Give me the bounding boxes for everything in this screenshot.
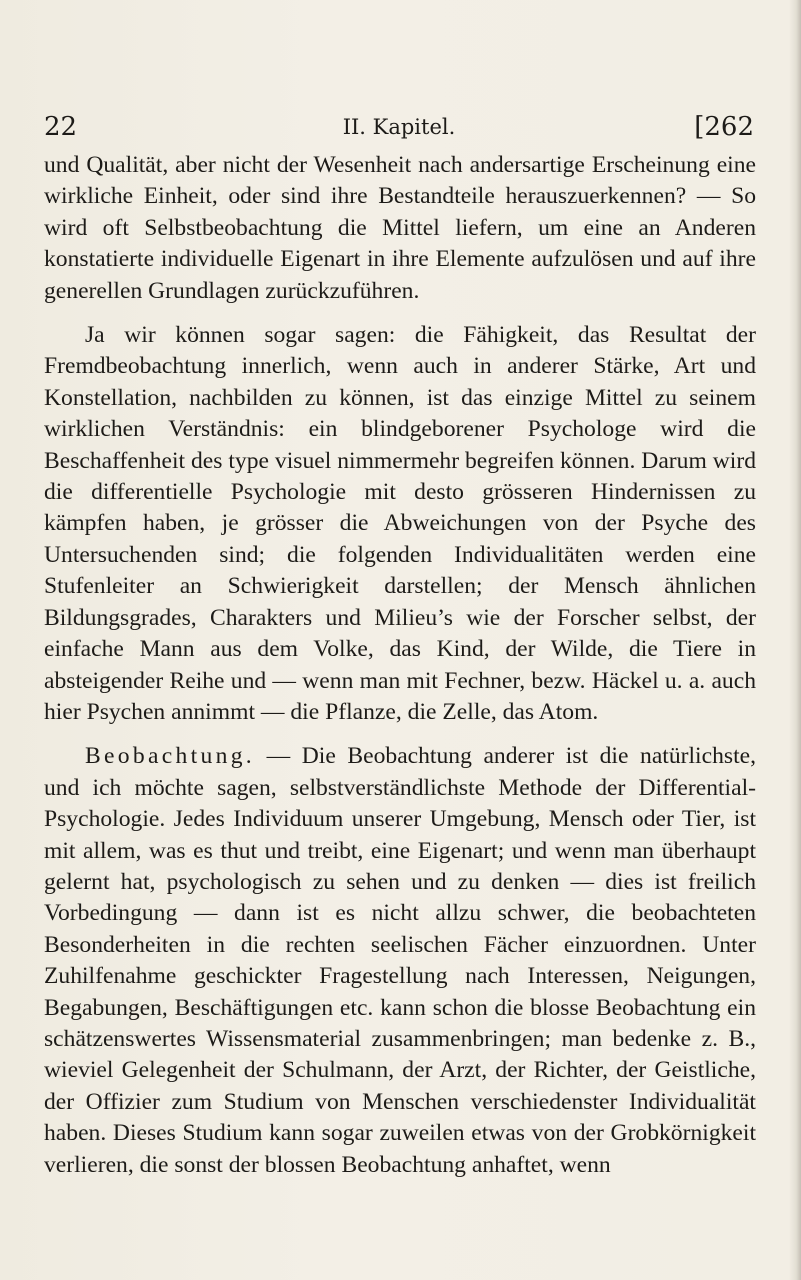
page-number: 22 xyxy=(44,112,78,142)
section-lead-term: Beobachtung. xyxy=(85,743,255,770)
original-page-marker: [262 xyxy=(694,112,754,142)
paragraph-beobachtung xyxy=(44,741,756,1181)
paragraph-verstaendnis: Ja wir können sogar sagen: die Fähigkeit, das Resultat der Fremdbeobachtung innerlich, wenn auch in anderer Stärke, Art und Konstellation, nachbilden zu können, ist das einzige Mittel zu seinem wirklichen Verständnis: ein blindgeborener Psychologe wird die Beschaffenheit des type visuel nimmermehr begreifen können. Darum wird die differentielle Psychologie mit desto grösseren Hindernissen zu kämpfen haben, je grösser die Abweichungen von der Psyche des Untersuchenden sind; die folgenden Individualitäten werden eine Stufenleiter an Schwierigkeit darstellen; der Mensch ähnlichen Bildungsgrades, Charakters und Milieu’s wie der Forscher selbst, der einfache Mann aus dem Volke, das Kind, der Wilde, die Tiere in absteigender Reihe und — wenn man mit Fechner, bezw. Häckel u. a. auch hier Psychen annimmt — die Pflanze, die Zelle, das Atom. xyxy=(44,322,756,725)
page-edge-shadow xyxy=(789,0,801,1280)
body-text xyxy=(44,150,756,1181)
chapter-title: II. Kapitel. xyxy=(342,115,456,139)
paragraph-beobachtung-text: — Die Beobachtung anderer ist die natürlichste, und ich möchte sagen, selbstverständlichste Methode der Differential-Psychologie. Jedes Individuum unserer Umgebung, Mensch oder Tier, ist mit allem, was es thut und treibt, eine Eigenart; und wenn man überhaupt gelernt hat, psychologisch zu sehen und zu denken — dies ist freilich Vorbedingung — dann ist es nicht allzu schwer, die beobachteten Besonderheiten in die rechten seelischen Fächer einzuordnen. Unter Zuhilfenahme geschickter Fragestellung nach Interessen, Neigungen, Begabungen, Beschäftigungen etc. kann schon die blosse Beobachtung ein schätzenswertes Wissensmaterial zusammenbringen; man bedenke z. B., wieviel Gelegenheit der Schulmann, der Arzt, der Richter, der Geistliche, der Offizier zum Studium von Menschen verschiedenster Individualität haben. Dieses Studium kann sogar zuweilen etwas von der Grobkörnigkeit verlieren, die sonst der blossen Beobachtung anhaftet, wenn xyxy=(44,743,756,1178)
running-header xyxy=(44,112,754,146)
paragraph-continuation: und Qualität, aber nicht der Wesenheit nach andersartige Erscheinung eine wirkliche Einheit, oder sind ihre Bestandteile herauszuerkennen? — So wird oft Selbstbeobachtung die Mittel liefern, um eine an Anderen konstatierte individuelle Eigenart in ihre Elemente aufzulösen und auf ihre generellen Grundlagen zurückzuführen. xyxy=(44,152,756,304)
